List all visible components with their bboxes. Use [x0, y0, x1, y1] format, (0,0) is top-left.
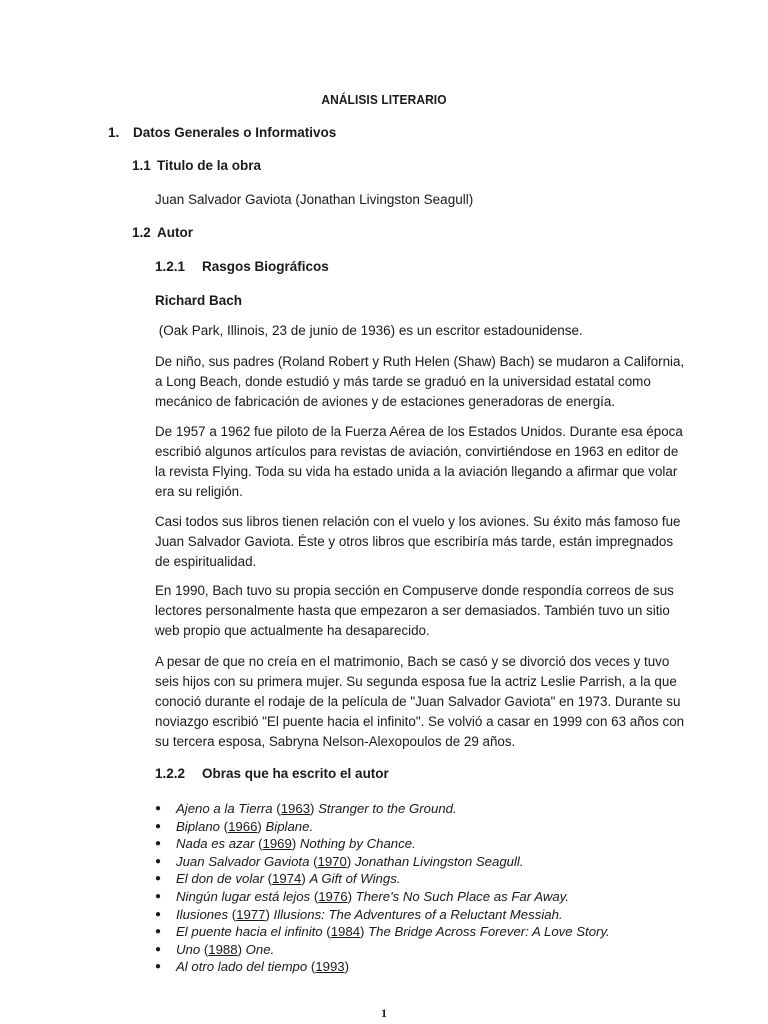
bullet-icon: ●: [155, 820, 162, 832]
bullet-icon: ●: [155, 908, 162, 920]
list-item: ● El don de volar (1974) A Gift of Wings.: [155, 871, 401, 887]
list-item: ● Nada es azar (1969) Nothing by Chance.: [155, 836, 416, 852]
paragraph-line: Casi todos sus libros tienen relación con el vuelo y los aviones. Su éxito más famoso fue: [155, 514, 681, 529]
bullet-icon: ●: [155, 961, 162, 973]
work-english-title: The Bridge Across Forever: A Love Story.: [368, 924, 610, 940]
paragraph-line: A pesar de que no creía en el matrimonio, Bach se casó y se divorció dos veces y tuvo: [155, 654, 670, 669]
section-label: Autor: [157, 225, 193, 240]
bullet-icon: ●: [155, 873, 162, 885]
section-heading-1: [108, 125, 336, 140]
paragraph-line: De 1957 a 1962 fue piloto de la Fuerza Aérea de los Estados Unidos. Durante esa época: [155, 424, 683, 439]
paragraph-line: era su religión.: [155, 484, 243, 499]
work-spanish-title: Ilusiones: [176, 906, 229, 922]
work-spanish-title: Nada es azar: [176, 836, 255, 852]
section-heading-1-1: [132, 158, 261, 173]
paragraph-line: seis hijos con su primera mujer. Su segunda esposa fue la actriz Leslie Parrish, a la que: [155, 674, 677, 689]
work-spanish-title: Al otro lado del tiempo: [176, 959, 308, 975]
paragraph-line: de espiritualidad.: [155, 554, 257, 569]
section-label: Titulo de la obra: [157, 158, 262, 173]
section-heading-1-2: [132, 225, 193, 240]
list-item: ● Ilusiones (1977) Illusions: The Adventures of a Reluctant Messiah.: [155, 906, 563, 922]
paragraph-line: noviazgo escribió "El puente hacia el infinito". Se volvió a casar en 1999 con 63 años con: [155, 714, 685, 729]
work-spanish-title: Biplano: [176, 818, 220, 834]
page-number: 1: [381, 1006, 387, 1020]
work-english-title: There's No Such Place as Far Away.: [355, 888, 569, 904]
work-english-title: Nothing by Chance.: [299, 836, 416, 852]
work-year-link[interactable]: 1977: [236, 906, 266, 922]
paragraph-line: En 1990, Bach tuvo su propia sección en Compuserve donde respondía correos de sus: [155, 583, 674, 598]
paragraph-line: mecánico de fabricación de aviones y de estaciones generadoras de energía.: [155, 394, 616, 409]
bullet-icon: ●: [155, 890, 162, 902]
work-year-link[interactable]: 1984: [330, 924, 361, 940]
work-english-title: Illusions: The Adventures of a Reluctant Messiah.: [273, 906, 563, 922]
bullet-icon: ●: [155, 855, 162, 867]
work-year-link[interactable]: 1976: [318, 888, 348, 904]
paragraph-line: su tercera esposa, Sabryna Nelson-Alexopoulos de 29 años.: [155, 734, 516, 749]
work-year-link[interactable]: 1963: [280, 801, 311, 816]
work-year-link[interactable]: 1974: [272, 871, 302, 887]
paragraph-line: Juan Salvador Gaviota. Éste y otros libros que escribiría más tarde, están impregnados: [155, 534, 674, 549]
section-label: Datos Generales o Informativos: [133, 125, 337, 140]
paragraph-line: escribió algunos artículos para revistas de aviación, convirtiéndose en 1963 en editor de: [155, 444, 679, 459]
paragraph-line: web propio que actualmente ha desaparecido.: [155, 623, 430, 638]
list-item: ● Biplano (1966) Biplane.: [155, 818, 314, 834]
work-year-link[interactable]: 1993: [315, 959, 345, 975]
bio-paragraph-2: [155, 422, 683, 502]
work-english-title: Biplane.: [265, 818, 314, 834]
section-number: 1.2.2: [155, 766, 186, 781]
bullet-icon: ●: [155, 803, 162, 814]
list-item: ● Al otro lado del tiempo (1993): [155, 959, 350, 975]
works-list: [155, 800, 610, 976]
paragraph-line: la revista Flying. Toda su vida ha estado unida a la aviación llegando a afirmar que volar: [155, 464, 678, 479]
work-spanish-title: Juan Salvador Gaviota: [176, 853, 310, 869]
list-item: ● Uno (1988) One.: [155, 941, 275, 957]
list-item: ● Ajeno a la Tierra (1963) Stranger to the Ground.: [155, 801, 457, 816]
section-heading-1-2-2: [155, 766, 389, 781]
work-spanish-title: El don de volar: [176, 871, 264, 887]
work-year-link[interactable]: 1969: [262, 836, 292, 852]
bio-paragraph-3: [155, 512, 681, 572]
work-english-title: One.: [245, 941, 275, 957]
bio-paragraph-5: [155, 652, 685, 752]
work-english-title: A Gift of Wings.: [309, 871, 401, 887]
work-year-link[interactable]: 1970: [317, 853, 347, 869]
paragraph-line: a Long Beach, donde estudió y más tarde se graduó en la universidad estatal como: [155, 374, 651, 389]
document-title: ANÁLISIS LITERARIO: [321, 92, 447, 107]
section-number: 1.1: [132, 158, 151, 173]
work-year-link[interactable]: 1988: [208, 941, 238, 957]
section-number: 1.2: [132, 225, 151, 240]
bullet-icon: ●: [155, 943, 162, 955]
section-number: 1.2.1: [155, 259, 186, 274]
work-spanish-title: Ajeno a la Tierra: [176, 801, 273, 816]
list-item: ● Ningún lugar está lejos (1976) There's No Such Place as Far Away.: [155, 888, 569, 904]
section-heading-1-2-1: [155, 259, 329, 274]
work-spanish-title: El puente hacia el infinito: [176, 924, 323, 940]
work-spanish-title: Ningún lugar está lejos: [176, 888, 311, 904]
section-number: 1.: [108, 125, 120, 140]
bio-paragraph-4: [155, 581, 675, 641]
bullet-icon: ●: [155, 838, 162, 850]
work-english-title: Jonathan Livingston Seagull.: [354, 853, 524, 869]
bullet-icon: ●: [155, 926, 162, 938]
author-name: Richard Bach: [155, 293, 243, 308]
author-birth-line: (Oak Park, Illinois, 23 de junio de 1936) es un escritor estadounidense.: [155, 323, 583, 338]
list-item: ● El puente hacia el infinito (1984) The Bridge Across Forever: A Love Story.: [155, 924, 610, 940]
paragraph-line: conoció durante el rodaje de la película de "Juan Salvador Gaviota" en 1973. Durante su: [155, 694, 681, 709]
section-label: Rasgos Biográficos: [202, 259, 329, 274]
paragraph-line: De niño, sus padres (Roland Robert y Ruth Helen (Shaw) Bach) se mudaron a California,: [155, 354, 685, 369]
paragraph-line: lectores personalmente hasta que empezaron a ser demasiados. También tuvo un sitio: [155, 603, 670, 618]
bio-paragraph-1: [155, 352, 685, 412]
work-spanish-title: Uno: [176, 941, 201, 957]
work-english-title: Stranger to the Ground.: [318, 801, 457, 816]
work-title-text: Juan Salvador Gaviota (Jonathan Livingston Seagull): [155, 192, 474, 207]
list-item: ● Juan Salvador Gaviota (1970) Jonathan Livingston Seagull.: [155, 853, 524, 869]
section-label: Obras que ha escrito el autor: [202, 766, 389, 781]
work-year-link[interactable]: 1966: [228, 818, 258, 834]
